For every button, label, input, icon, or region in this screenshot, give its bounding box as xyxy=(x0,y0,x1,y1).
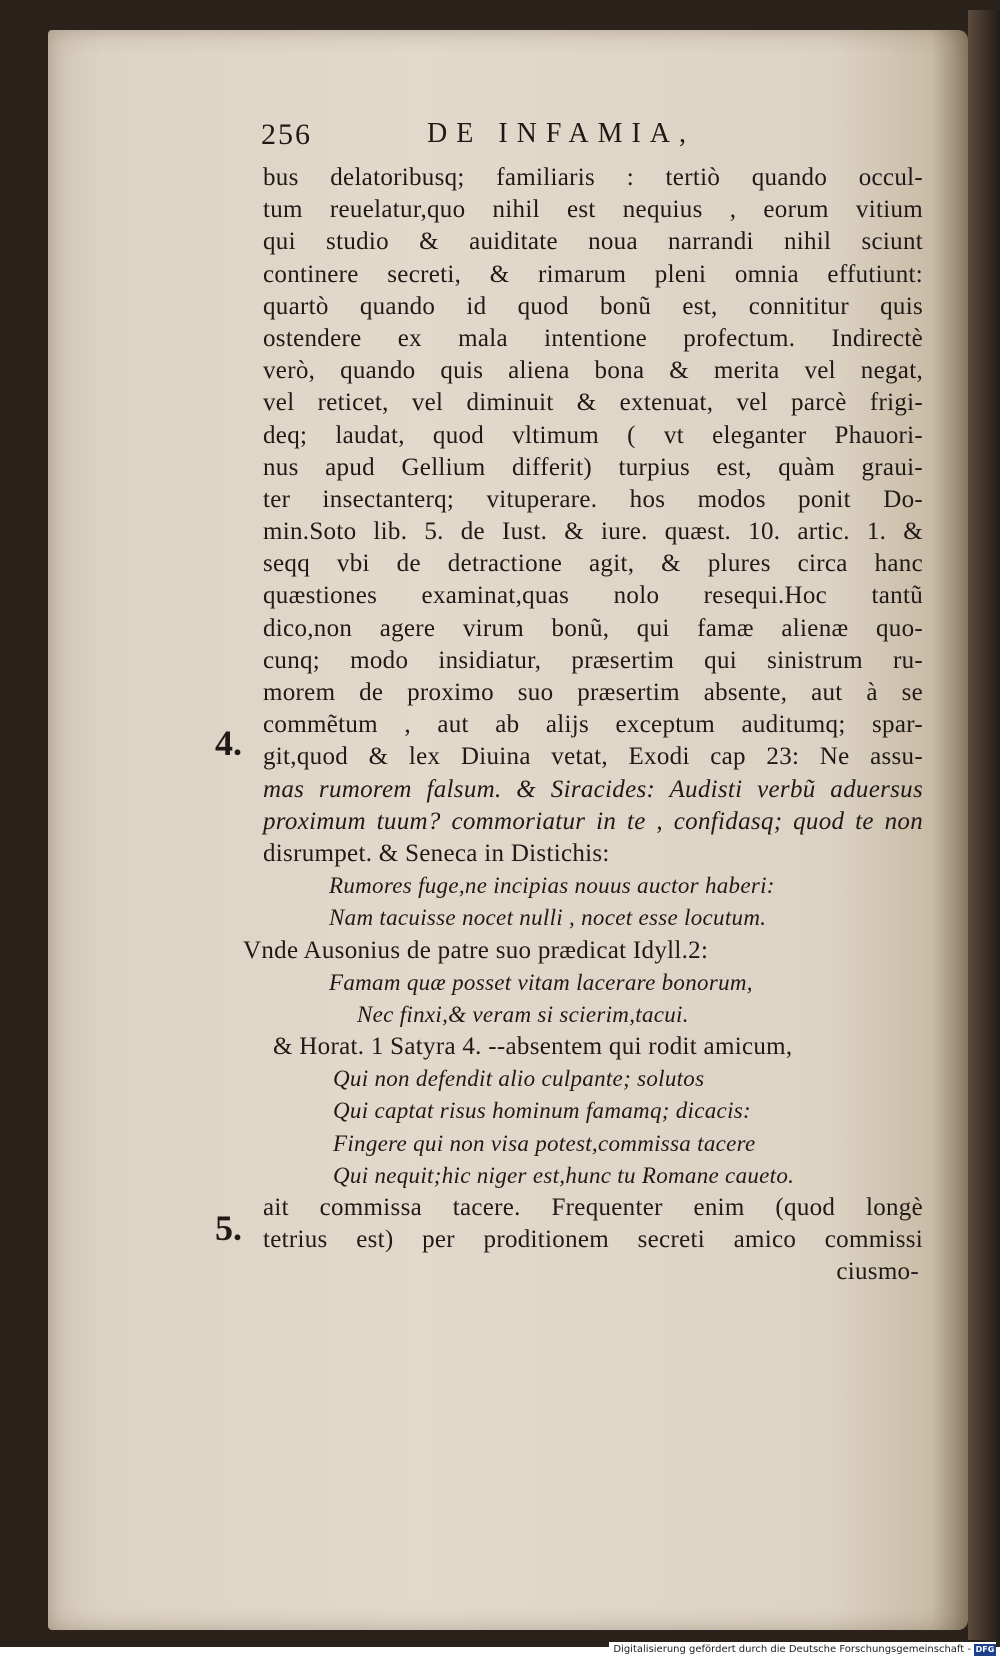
verse-line: Famam quæ posset vitam lacerare bonorum, xyxy=(329,969,753,995)
text-line: Vnde Ausonius de patre suo prædicat Idyll.2: xyxy=(243,936,709,964)
marginal-number: 4. xyxy=(215,723,242,763)
digitization-credit xyxy=(609,1642,996,1657)
verse-line: Qui non defendit alio culpante; solutos xyxy=(333,1066,705,1092)
text-line: git,quod & lex Diuina vetat, Exodi cap 23: Ne assu- xyxy=(263,743,923,771)
body-text xyxy=(243,162,923,1289)
running-title: DE INFAMIA, xyxy=(427,118,696,149)
text-line: disrumpet. & Seneca in Distichis: xyxy=(263,839,610,867)
text-line: nus apud Gellium differit) turpius est, quàm graui- xyxy=(263,453,923,481)
page-text-block xyxy=(215,118,965,1286)
verse-line: Nam tacuisse nocet nulli , nocet esse locutum. xyxy=(329,905,767,931)
text-line: seqq vbi de detractione agit, & plures circa hanc xyxy=(263,550,923,578)
text-line: continere secreti, & rimarum pleni omnia effutiunt: xyxy=(263,260,923,288)
credit-text: Digitalisierung gefördert durch die Deutsche Forschungsgemeinschaft - xyxy=(613,1644,971,1655)
text-line: verò, quando quis aliena bona & merita vel negat, xyxy=(263,357,923,385)
text-line: min.Soto lib. 5. de Iust. & iure. quæst. 10. artic. 1. & xyxy=(263,518,923,546)
verse-line: Rumores fuge,ne incipias nouus auctor haberi: xyxy=(329,873,775,899)
verse-line: Qui nequit;hic niger est,hunc tu Romane caueto. xyxy=(333,1162,795,1188)
text-line: vel reticet, vel diminuit & extenuat, vel parcè frigi- xyxy=(263,389,923,417)
marginal-number: 5. xyxy=(215,1208,242,1248)
text-line: dico,non agere virum bonũ, qui famæ alienæ quo- xyxy=(263,614,923,642)
text-line: deq; laudat, quod vltimum ( vt eleganter Phauori- xyxy=(263,421,923,449)
text-line: ostendere ex mala intentione profectum. Indirectè xyxy=(263,324,923,352)
text-line: bus delatoribusq; familiaris : tertiò quando occul- xyxy=(263,164,923,191)
text-line: tum reuelatur,quo nihil est nequius , eorum vitium xyxy=(263,196,923,224)
text-line: tetrius est) per proditionem secreti amico commissi xyxy=(263,1226,923,1254)
verse-line: Fingere qui non visa potest,commissa tacere xyxy=(333,1130,756,1156)
verse-line: Qui captat risus hominum famamq; dicacis: xyxy=(333,1098,751,1124)
text-line: mas rumorem falsum. & Siracides: Audisti verbũ aduersus xyxy=(263,775,923,803)
page-number: 256 xyxy=(261,118,312,151)
text-line: ter insectanterq; vituperare. hos modos ponit Do- xyxy=(263,485,923,513)
book-edge xyxy=(968,10,1000,1640)
text-line: quartò quando id quod bonũ est, connititur quis xyxy=(263,292,923,320)
text-line: cunq; modo insidiatur, præsertim qui sinistrum ru- xyxy=(263,646,923,674)
running-head xyxy=(215,118,965,160)
text-line: & Horat. 1 Satyra 4. --absentem qui rodit amicum, xyxy=(273,1033,793,1061)
text-line: morem de proximo suo præsertim absente, aut à se xyxy=(263,679,923,706)
verse-line: Nec finxi,& veram si scierim,tacui. xyxy=(357,1001,689,1027)
text-line: ait commissa tacere. Frequenter enim (quod longè xyxy=(263,1194,923,1221)
text-line: commẽtum , aut ab alijs exceptum auditumq; spar- xyxy=(263,711,923,739)
text-line: quæstiones examinat,quas nolo resequi.Hoc tantũ xyxy=(263,582,923,610)
text-line: qui studio & auiditate noua narrandi nihil sciunt xyxy=(263,228,923,256)
catchword: ciusmo- xyxy=(836,1258,919,1286)
text-line: proximum tuum? commoriatur in te , confidasq; quod te non xyxy=(263,807,923,835)
dfg-logo-icon: DFG xyxy=(975,1644,995,1654)
